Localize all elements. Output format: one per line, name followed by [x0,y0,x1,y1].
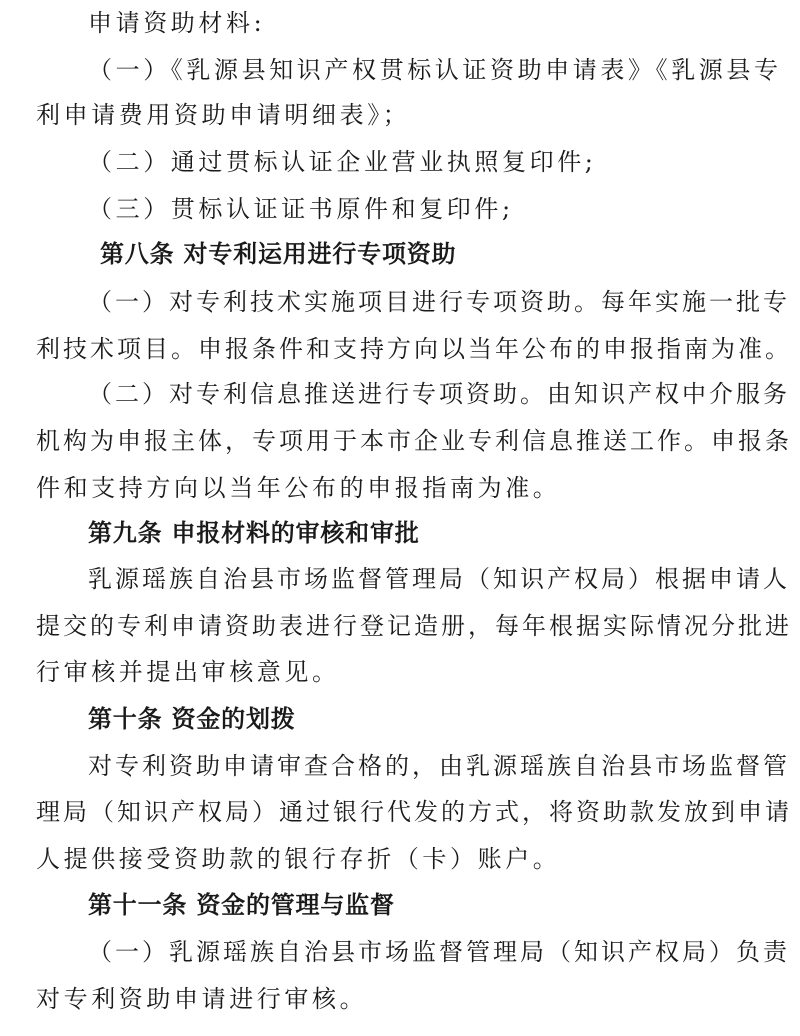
text-line: 理局（知识产权局）通过银行代发的方式，将资助款发放到申请 [36,798,792,826]
text-line: 件和支持方向以当年公布的申报指南为准。 [36,474,561,502]
text-line: 对专利资助申请审查合格的，由乳源瑶族自治县市场监督管 [88,752,790,780]
text-line: 申请资助材料: [88,9,266,37]
text-line: 对专利资助申请进行审核。 [36,985,368,1013]
text-line: 机构为申报主体，专项用于本市企业专利信息推送工作。申报条 [36,427,792,455]
text-line: 利申请费用资助申请明细表》； [36,101,411,129]
text-line: （一）乳源瑶族自治县市场监督管理局（知识产权局）负责 [88,938,790,966]
text-line: （二）对专利信息推送进行专项资助。由知识产权中介服务 [88,380,790,408]
section-heading: 第十一条 资金的管理与监督 [88,891,395,919]
text-line: 利技术项目。申报条件和支持方向以当年公布的申报指南为准。 [36,335,792,363]
text-line: 乳源瑶族自治县市场监督管理局（知识产权局）根据申请人 [88,565,790,593]
section-heading: 第八条 对专利运用进行专项资助 [100,240,457,268]
text-line: （一）对专利技术实施项目进行专项资助。每年实施一批专 [88,288,790,316]
text-line: 提交的专利申请资助表进行登记造册，每年根据实际情况分批进 [36,612,792,640]
text-line: 人提供接受资助款的银行存折（卡）账户。 [36,845,561,873]
section-heading: 第九条 申报材料的审核和审批 [88,519,420,547]
text-line: （二）通过贯标认证企业营业执照复印件; [88,148,597,176]
section-heading: 第十条 资金的划拨 [88,705,296,733]
text-line: （一）《乳源县知识产权贯标认证资助申请表》《乳源县专 [88,56,782,84]
text-line: 行审核并提出审核意见。 [36,658,340,686]
text-line: （三）贯标认证证书原件和复印件; [88,195,514,223]
